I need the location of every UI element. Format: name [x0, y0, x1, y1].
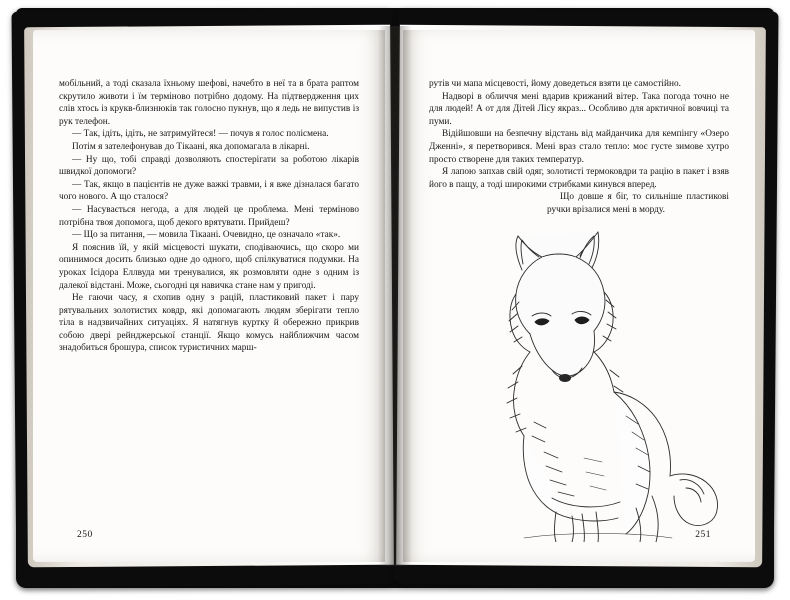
paragraph: Відійшовши на безпечну відстань від майданчика для кемпінгу «Озеро Дженні», я перетворився. Мені враз стало тепло: моє густе зимове хутро просто створене для таких температур. [429, 129, 729, 165]
page-number-right: 251 [695, 530, 711, 540]
paragraph: Я пояснив їй, у якій місцевості шукати, сподіваючись, що скоро ми опинимося досить близько одне до одного, щоб спілкуватися подумки. На уроках Ісідора Еллвуда ми тренувалися, як розмовляти одне з одним із далекої відстані. Може, сьогодні ця навичка стане нам у пригоді. [59, 242, 359, 291]
paragraph: — Що за питання, — мовила Тікаані. Очевидно, це означало «так». [72, 230, 341, 241]
paragraph: Надворі в обличчя мені вдарив крижаний вітер. Така погода точно не для людей! А от для Дітей Лісу якраз... Особливо для арктичної вовчиці та пуми. [429, 91, 729, 127]
paragraph: — Так, ідіть, ідіть, не затримуйтеся! — почув я голос полісмена. [72, 129, 329, 140]
paragraph: — Так, якщо в пацієнтів не дуже важкі травми, і я вже дізналася багато чого нового. А що сталося? [59, 179, 359, 203]
paragraph: Потім я зателефонував до Тікаані, яка допомагала в лікарні. [72, 141, 310, 152]
paragraph: Не гаючи часу, я схопив одну з рацій, пластиковий пакет і пару рятувальних золотистих ковдр, які допомагають людям зберігати тепло тіла в надзвичайних ситуаціях. Я натягнув куртку й обережно прикрив собою двері рейнджерської станції. Якщо комусь найближчим часом знадобиться брошура, список туристичних марш- [59, 293, 359, 354]
paragraph: рутів чи мапа місцевості, йому доведеться взяти це самостійно. [429, 79, 681, 89]
paragraph: Що довше я біг, то сильніше пластикові ручки врізалися мені в морду. [547, 192, 729, 215]
paragraph: — Ну що, тобі справді дозволяють спостерігати за роботою лікарів швидкої допомоги? [59, 154, 359, 178]
right-page [403, 30, 755, 562]
left-page [33, 30, 385, 562]
left-page-text [59, 78, 359, 355]
paragraph: Я лапою запхав свій одяг, золотисті термоковдри та рацію в пакет і взяв його в пащу, а тоді широкими стрибками кинувся вперед. [429, 167, 729, 190]
paragraph: мобільний, а тоді сказала їхньому шефові, начебто в неї та в брата раптом скрутило животи і їм терміново потрібно додому. На підтвердження цих слів хтось із крукв-близнюків так голосно пукнув, що я ледь не випустив із рук телефон. [59, 79, 359, 127]
page-number-left: 250 [77, 530, 93, 540]
right-page-text [429, 78, 729, 217]
paragraph: — Насувається негода, а для людей це проблема. Мені терміново потрібна твоя допомога, щоб декого врятувати. Прийдеш? [59, 204, 359, 228]
